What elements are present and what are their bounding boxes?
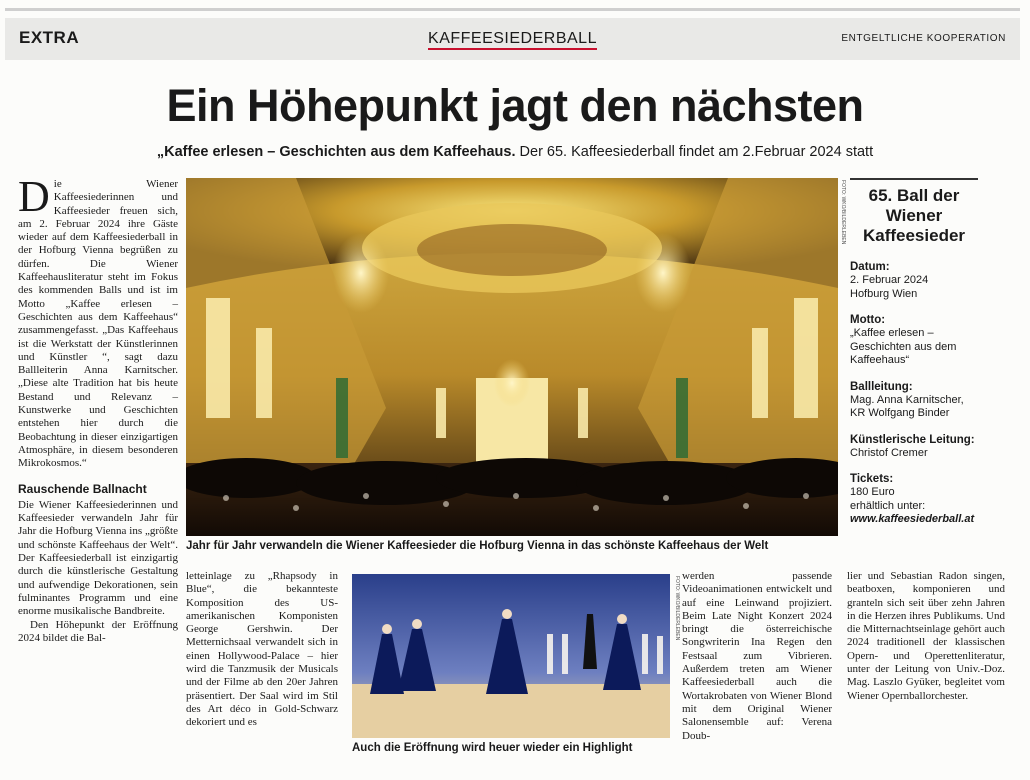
- info-value-date-2: Hofburg Wien: [850, 287, 918, 300]
- info-box-rule: [850, 178, 978, 180]
- rubric-label: EXTRA: [19, 28, 80, 47]
- info-value-date-1: 2. Februar 2024: [850, 274, 929, 286]
- info-value-ballleitung-1: Mag. Anna Karnitscher,: [850, 393, 964, 406]
- subheadline-rest: Der 65. Kaffeesiederball findet am 2.Februar 2024 statt: [515, 144, 874, 160]
- paragraph-3: Den Höhepunkt der Eröffnung 2024 bildet die Bal-: [18, 618, 178, 644]
- info-label-ballleitung: Ballleitung:: [850, 380, 913, 393]
- photo-credit-1: FOTO: WKO/BILDERLEBEN: [840, 180, 846, 245]
- ballroom-illustration: [186, 178, 838, 536]
- article-column-3: werden passende Videoanimationen entwickelt und auf eine Leinwand projiziert. Beim Late Night Konzert 2024 bringt die österreichische Songwriterin Ina Regen den Festsaal zum Vibrieren. Außerdem treten am Wiener Kaffeesiederball auch die Wortakrobaten von Wiener Blond mit dem Original Wiener Salonensemble auf: Verena Doub-: [682, 570, 832, 742]
- paragraph-2: Die Wiener Kaffeesiederinnen und Kaffeesieder verwandeln Jahr für Jahr die Hofburg Vienna ins „größte und schönste Kaffeehaus der Welt“. Der Kaffeesiederball ist einzigartig durch die künstlerische Gestaltung und aufwendige Dekorationen, sein fulminantes Programm und eine enorme musikalische Bandbreite.: [18, 498, 178, 618]
- info-value-tickets-1: 180 Euro: [850, 486, 895, 498]
- info-value-ballleitung-2: KR Wolfgang Binder: [850, 407, 950, 419]
- article-column-2: letteinlage zu „Rhapsody in Blue“, die bekannteste Komposition des US-amerikanischen Komponisten George Gershwin. Der Metternichsaal verwandelt sich in einen Hollywood-Palace – hier wird die Tanzmusik der Musicals und der Filme ab den 20er Jahren präsentiert. Der Saal wird im Stil des Art déco in Gold-Schwarz dekoriert und es: [186, 570, 338, 729]
- subheadline-quote: „Kaffee erlesen – Geschichten aus dem Kaffeehaus.: [156, 144, 516, 160]
- photo-credit-2: FOTO: WKO/BILDERLEBEN: [674, 576, 680, 641]
- cooperation-note: ENTGELTLICHE KOOPERATION: [841, 33, 1006, 44]
- info-label-artistic: Künstlerische Leitung:: [850, 433, 975, 446]
- article-column-1: [18, 172, 178, 645]
- ballroom-photo: [186, 178, 838, 536]
- info-box-title: 65. Ball der Wiener Kaffeesieder: [862, 186, 966, 245]
- info-box: [850, 178, 978, 527]
- dance-photo: [352, 574, 670, 738]
- info-value-tickets-2: erhältlich unter:: [850, 499, 926, 512]
- info-label-motto: Motto:: [850, 314, 886, 326]
- intro-paragraph: [18, 172, 178, 471]
- subhead: Rauschende Ballnacht: [18, 481, 147, 496]
- dance-illustration: [352, 574, 670, 738]
- headline: Ein Höhepunkt jagt den nächsten: [166, 80, 864, 131]
- ticket-url: www.kaffeesiederball.at: [850, 513, 975, 525]
- photo-caption-1: Jahr für Jahr verwandeln die Wiener Kaffeesieder die Hofburg Vienna in das schönste Kaffeehaus der Welt: [186, 540, 769, 552]
- page-header: [5, 18, 1020, 60]
- info-value-artistic-1: Christof Cremer: [850, 446, 928, 459]
- subheadline: [0, 144, 1030, 160]
- info-value-motto-3: Kaffeehaus“: [850, 354, 910, 366]
- intro-text: ie Wiener Kaffeesiederinnen und Kaffeesieder freuen sich, am 2. Februar 2024 ihre Gäste wieder auf dem Kaffeesiederball in der Hofburg Vienna begrüßen zu dürfen. Die Wiener Kaffeehausliteratur steht im Fokus des kommenden Balls und ist im Motto „Kaffee erlesen – Geschichten aus dem Kaffeehaus“ zusammengefasst. „Das Kaffeehaus ist die Werkstatt der Künstlerinnen und Künstler “, sagt dazu Ballleiterin Anna Karnitscher. „Diese alte Tradition hat bis heute Bestand und Relevanz – Kunstwerke und Geschichten entstehen hier durch die Beobachtung in dieser einzigartigen Atmosphäre, in diesem besonderen Mikrokosmos.“: [18, 178, 178, 470]
- info-value-motto-1: „Kaffee erlesen –: [850, 327, 934, 339]
- section-title-text: KAFFEESIEDERBALL: [428, 30, 597, 50]
- info-label-tickets: Tickets:: [850, 473, 894, 485]
- drop-cap: D: [18, 172, 50, 221]
- info-label-date: Datum:: [850, 261, 890, 273]
- article-column-4: lier und Sebastian Radon singen, beatboxen, komponieren und granteln sich seit über zehn Jahren in die Herzen ihres Publikums. Und die Mitternachtseinlage gehört auch 2024 traditionell der klassischen Opern- und Operettenliteratur, unter der Leitung von Univ.-Doz. Mag. Laszlo Gyüker, begleitet vom Wiener Opernballorchester.: [847, 570, 1005, 702]
- top-rule: [5, 8, 1020, 11]
- photo-caption-2: Auch die Eröffnung wird heuer wieder ein Highlight: [352, 742, 633, 754]
- info-value-motto-2: Geschichten aus dem: [850, 340, 957, 353]
